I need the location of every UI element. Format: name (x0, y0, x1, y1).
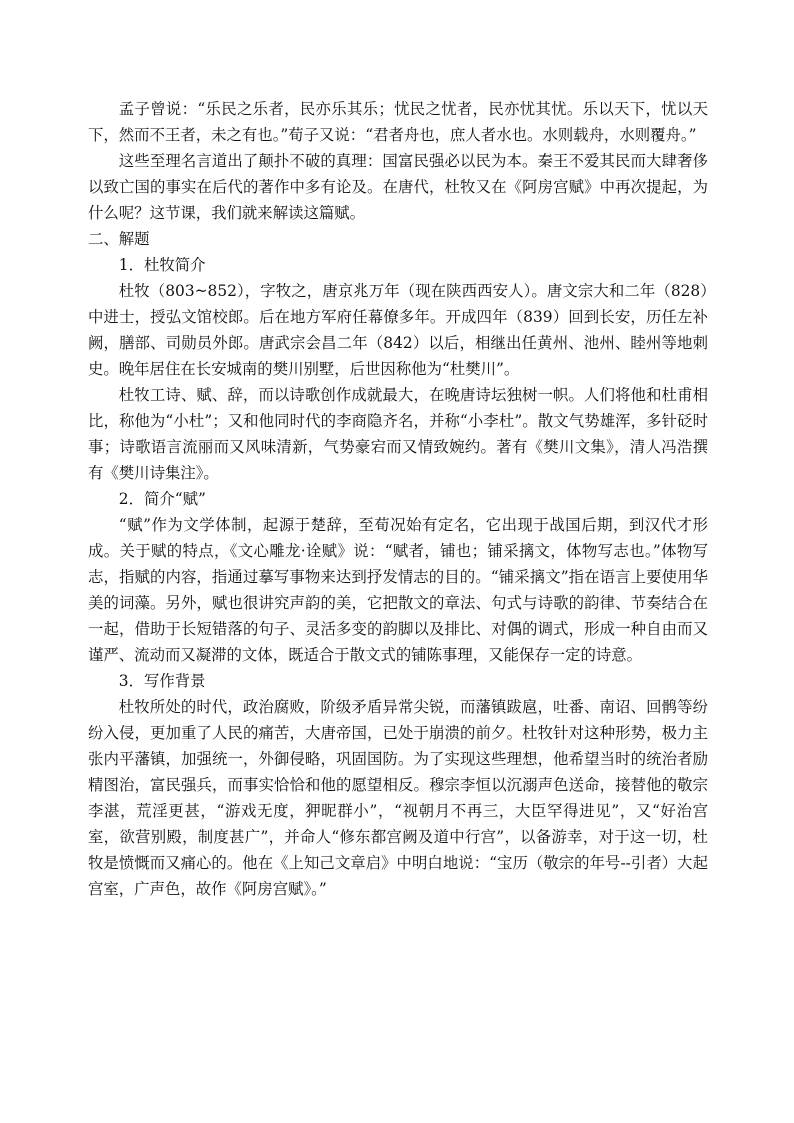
subheading-dumu-intro: 1．杜牧简介 (118, 256, 206, 274)
paragraph-dumu-biography: 杜牧（803~852），字牧之，唐京兆万年（现在陕西西安人）。唐文宗大和二年（828）中进士，授弘文馆校郎。后在地方军府任幕僚多年。开成四年（839）回到长安，历任左补阙，膳部、司勋员外郎。唐武宗会昌二年（842）以后，相继出任黄州、池州、睦州等地刺史。晚年居住在长安城南的樊川别墅，后世因称他为“杜樊川”。 (88, 282, 708, 378)
document-page (88, 96, 708, 902)
section-heading-jieti: 二、解题 (88, 230, 150, 248)
subheading-background: 3．写作背景 (118, 672, 206, 690)
subheading-fu-intro: 2．简介“赋” (118, 490, 206, 508)
paragraph-fu-description: “赋”作为文学体制，起源于楚辞，至荀况始有定名，它出现于战国后期，到汉代才形成。关于赋的特点，《文心雕龙·诠赋》说：“赋者，铺也；铺采摛文，体物写志也。”体物写志，指赋的内容，指通过摹写事物来达到抒发情志的目的。“铺采摛文”指在语言上要使用华美的词藻。另外，赋也很讲究声韵的美，它把散文的章法、句式与诗歌的韵律、节奏结合在一起，借助于长短错落的句子、灵活多变的韵脚以及排比、对偶的调式，形成一种自由而又谨严、流动而又凝滞的文体，既适合于散文式的铺陈事理，又能保存一定的诗意。 (88, 516, 708, 664)
paragraph-dumu-works: 杜牧工诗、赋、辞，而以诗歌创作成就最大，在晚唐诗坛独树一帜。人们将他和杜甫相比，称他为“小杜”；又和他同时代的李商隐齐名，并称“小李杜”。散文气势雄浑，多针砭时事；诗歌语言流丽而又风味清新，气势豪宕而又情致婉约。著有《樊川文集》，清人冯浩撰有《樊川诗集注》。 (88, 386, 708, 482)
paragraph-mencius-quote: 孟子曾说：“乐民之乐者，民亦乐其乐；忧民之忧者，民亦忧其忧。乐以天下，忧以天下，然而不王者，未之有也。”荀子又说：“君者舟也，庶人者水也。水则载舟，水则覆舟。” (88, 100, 708, 144)
paragraph-background: 杜牧所处的时代，政治腐败，阶级矛盾异常尖锐，而藩镇跋扈，吐番、南诏、回鹘等纷纷入侵，更加重了人民的痛苦，大唐帝国，已处于崩溃的前夕。杜牧针对这种形势，极力主张内平藩镇，加强统一，外御侵略，巩固国防。为了实现这些理想，他希望当时的统治者励精图治，富民强兵，而事实恰恰和他的愿望相反。穆宗李恒以沉溺声色送命，接替他的敬宗李湛，荒淫更甚，“游戏无度，狎昵群小”，“视朝月不再三，大臣罕得进见”，又“好治宫室，欲营别殿，制度甚广”，并命人“修东都宫阙及道中行宫”，以备游幸，对于这一切，杜牧是愤慨而又痛心的。他在《上知己文章启》中明白地说：“宝历（敬宗的年号--引者）大起宫室，广声色，故作《阿房宫赋》。” (88, 698, 708, 898)
paragraph-introduction: 这些至理名言道出了颠扑不破的真理：国富民强必以民为本。秦王不爱其民而大肆奢侈以致亡国的事实在后代的著作中多有论及。在唐代，杜牧又在《阿房宫赋》中再次提起，为什么呢？这节课，我们就来解读这篇赋。 (88, 152, 708, 222)
